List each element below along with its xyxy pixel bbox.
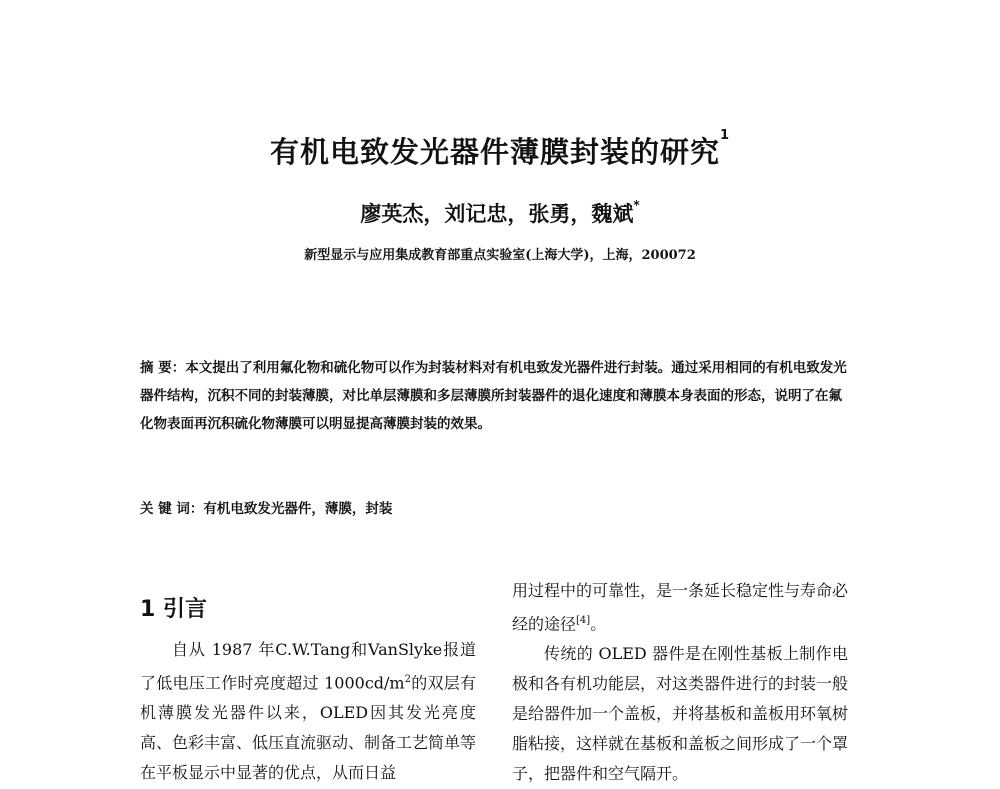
body-column-right — [512, 576, 848, 789]
authors-text: 廖英杰，刘记忠，张勇，魏斌 — [360, 202, 634, 226]
section-heading-introduction: 1 引言 — [140, 597, 207, 622]
title-footnote-mark: 1 — [719, 128, 731, 143]
keywords — [140, 497, 852, 521]
continued-end: 。 — [590, 614, 607, 634]
superscript-2: 2 — [404, 674, 411, 685]
intro-p1-part-a: 自从 1987 年C.W.Tang和VanSlyke报道了低电压工作时亮度超过 1000cd/m — [140, 640, 476, 693]
keywords-text: 有机电致发光器件，薄膜，封装 — [203, 501, 393, 517]
citation-ref: [4] — [576, 615, 591, 626]
keywords-label: 关 键 词： — [140, 501, 204, 517]
abstract-text: 本文提出了利用氟化物和硫化物可以作为封装材料对有机电致发光器件进行封装。通过采用相同的有机电致发光器件结构，沉积不同的封装薄膜，对比单层薄膜和多层薄膜所封装器件的退化速度和薄膜本身表面的形态，说明了在氟化物表面再沉积硫化物薄膜可以明显提高薄膜封装的效果。 — [140, 360, 847, 432]
author-list — [0, 198, 1000, 228]
intro-paragraph-2: 传统的 OLED 器件是在刚性基板上制作电极和各有机功能层，对这类器件进行的封装一般是给器件加一个盖板，并将基板和盖板用环氧树脂粘接，这样就在基板和盖板之间形成了一个罩子，把器件和空气隔开。 — [512, 644, 849, 784]
abstract — [140, 354, 852, 438]
paper-title-text: 有机电致发光器件薄膜封装的研究 — [269, 135, 720, 169]
intro-paragraph-1 — [140, 635, 476, 788]
corresponding-author-mark: * — [633, 198, 640, 212]
intro-p1-part-b: 的双层有机薄膜发光器件以来，OLED因其发光亮度高、色彩丰富、低压直流驱动、制备工艺简单等在平板显示中显著的优点，从而日益 — [140, 673, 477, 783]
continued-paragraph — [512, 576, 848, 639]
paper-title — [0, 130, 1000, 171]
abstract-label: 摘 要： — [140, 360, 186, 376]
body-column-left — [140, 635, 476, 788]
continued-text: 用过程中的可靠性，是一条延长稳定性与寿命必经的途径 — [512, 581, 849, 634]
affiliation: 新型显示与应用集成教育部重点实验室(上海大学)，上海，200072 — [304, 248, 696, 263]
